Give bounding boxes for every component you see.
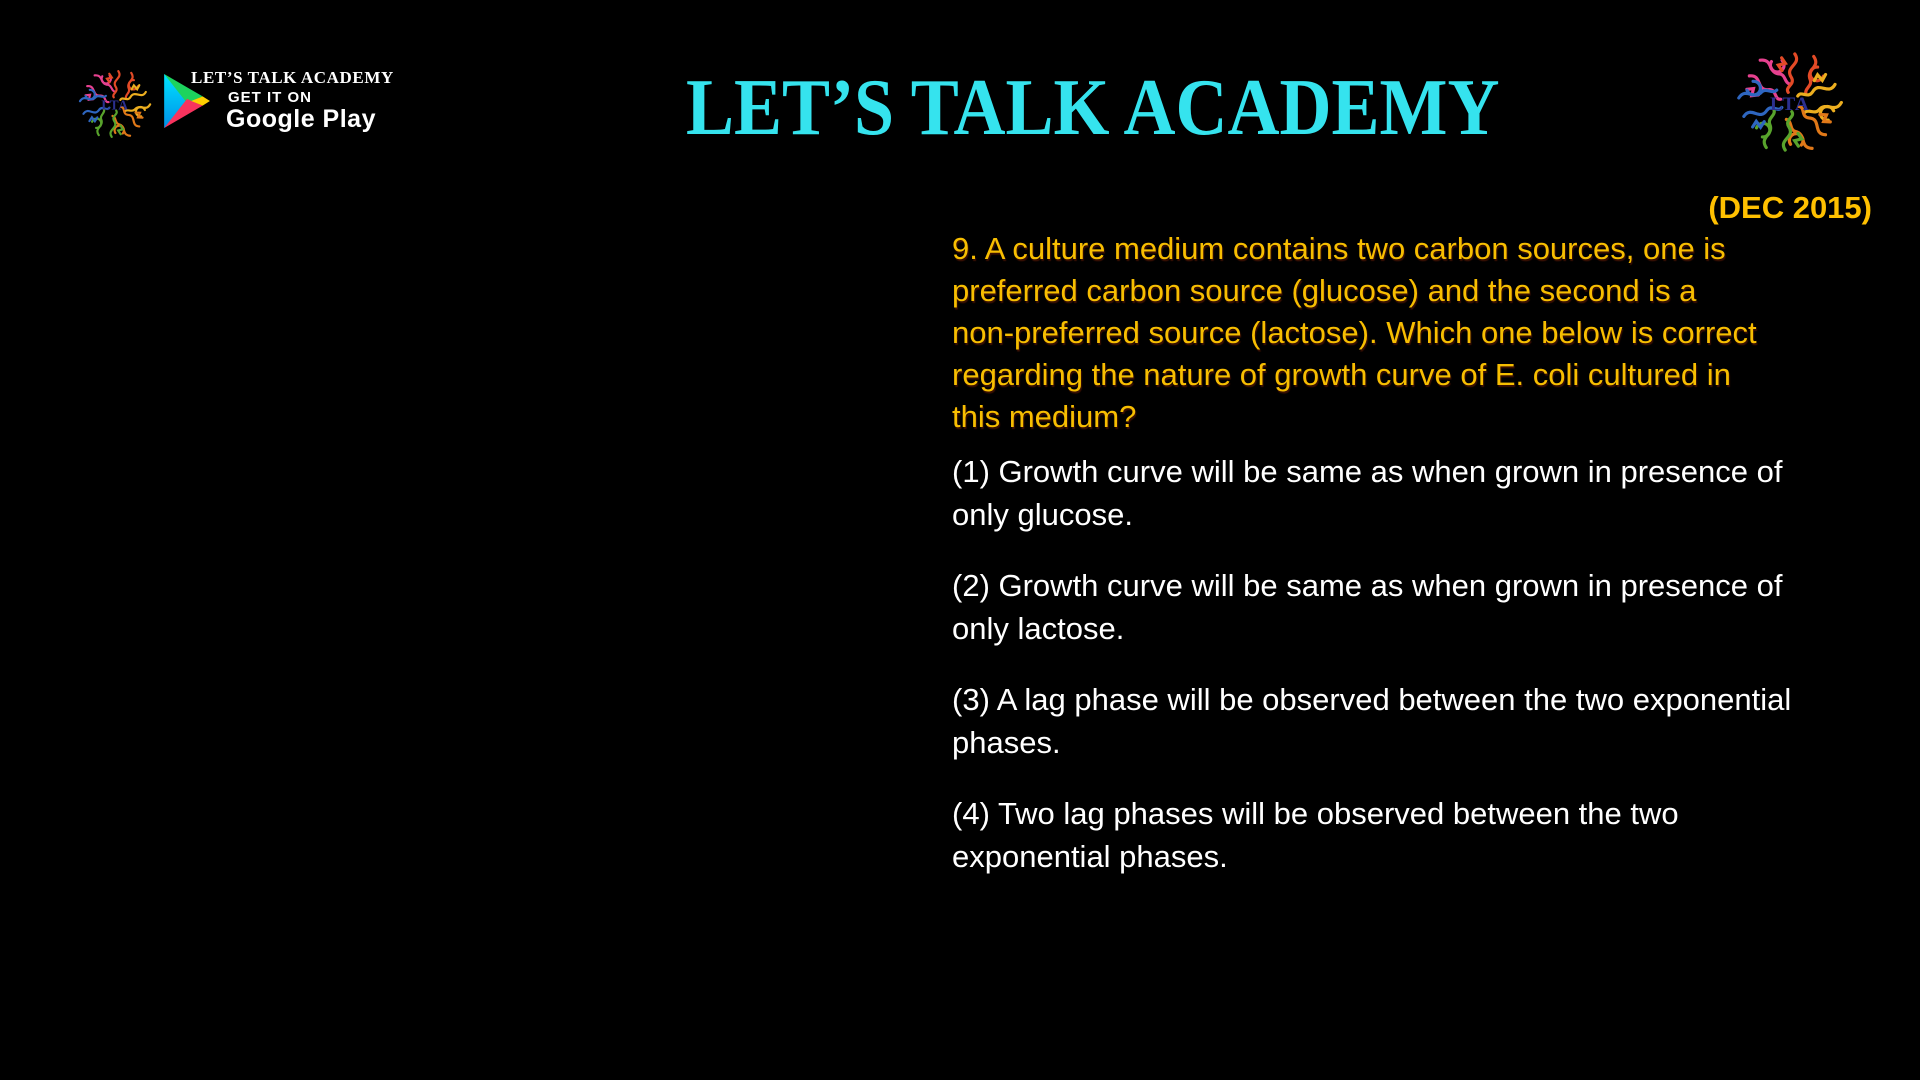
option-line: (4) Two lag phases will be observed between the two (952, 796, 1679, 831)
option-line: phases. (952, 725, 1061, 760)
lta-monogram: LTA (1769, 93, 1811, 115)
lta-logo-icon (1733, 42, 1847, 162)
question-line: preferred carbon source (glucose) and the second is a (952, 273, 1697, 308)
option-line: only lactose. (952, 611, 1125, 646)
badge-app-name: LET’S TALK ACADEMY (191, 68, 394, 87)
answer-option-3 (952, 678, 1892, 764)
option-line: (3) A lag phase will be observed between the two exponential (952, 682, 1792, 717)
lta-logo-icon (76, 60, 154, 148)
exam-date-tag: (DEC 2015) (1708, 190, 1872, 225)
option-line: exponential phases. (952, 839, 1228, 874)
badge-store-name: Google Play (226, 105, 376, 133)
question-line: regarding the nature of growth curve of E. coli cultured in (952, 357, 1731, 392)
answer-option-4 (952, 792, 1892, 878)
lta-monogram: LTA (101, 97, 129, 113)
option-line: (1) Growth curve will be same as when grown in presence of (952, 454, 1783, 489)
question-block (952, 228, 1892, 906)
page-title: LET’S TALK ACADEMY (686, 64, 1500, 152)
answer-option-1 (952, 450, 1892, 536)
question-line: non-preferred source (lactose). Which one below is correct (952, 315, 1757, 350)
question-line: 9. A culture medium contains two carbon sources, one is (952, 231, 1726, 266)
question-line: this medium? (952, 399, 1137, 434)
answer-option-2 (952, 564, 1892, 650)
question-text (952, 228, 1892, 438)
option-line: (2) Growth curve will be same as when grown in presence of (952, 568, 1783, 603)
option-line: only glucose. (952, 497, 1133, 532)
badge-get-it-on: GET IT ON (228, 89, 312, 106)
